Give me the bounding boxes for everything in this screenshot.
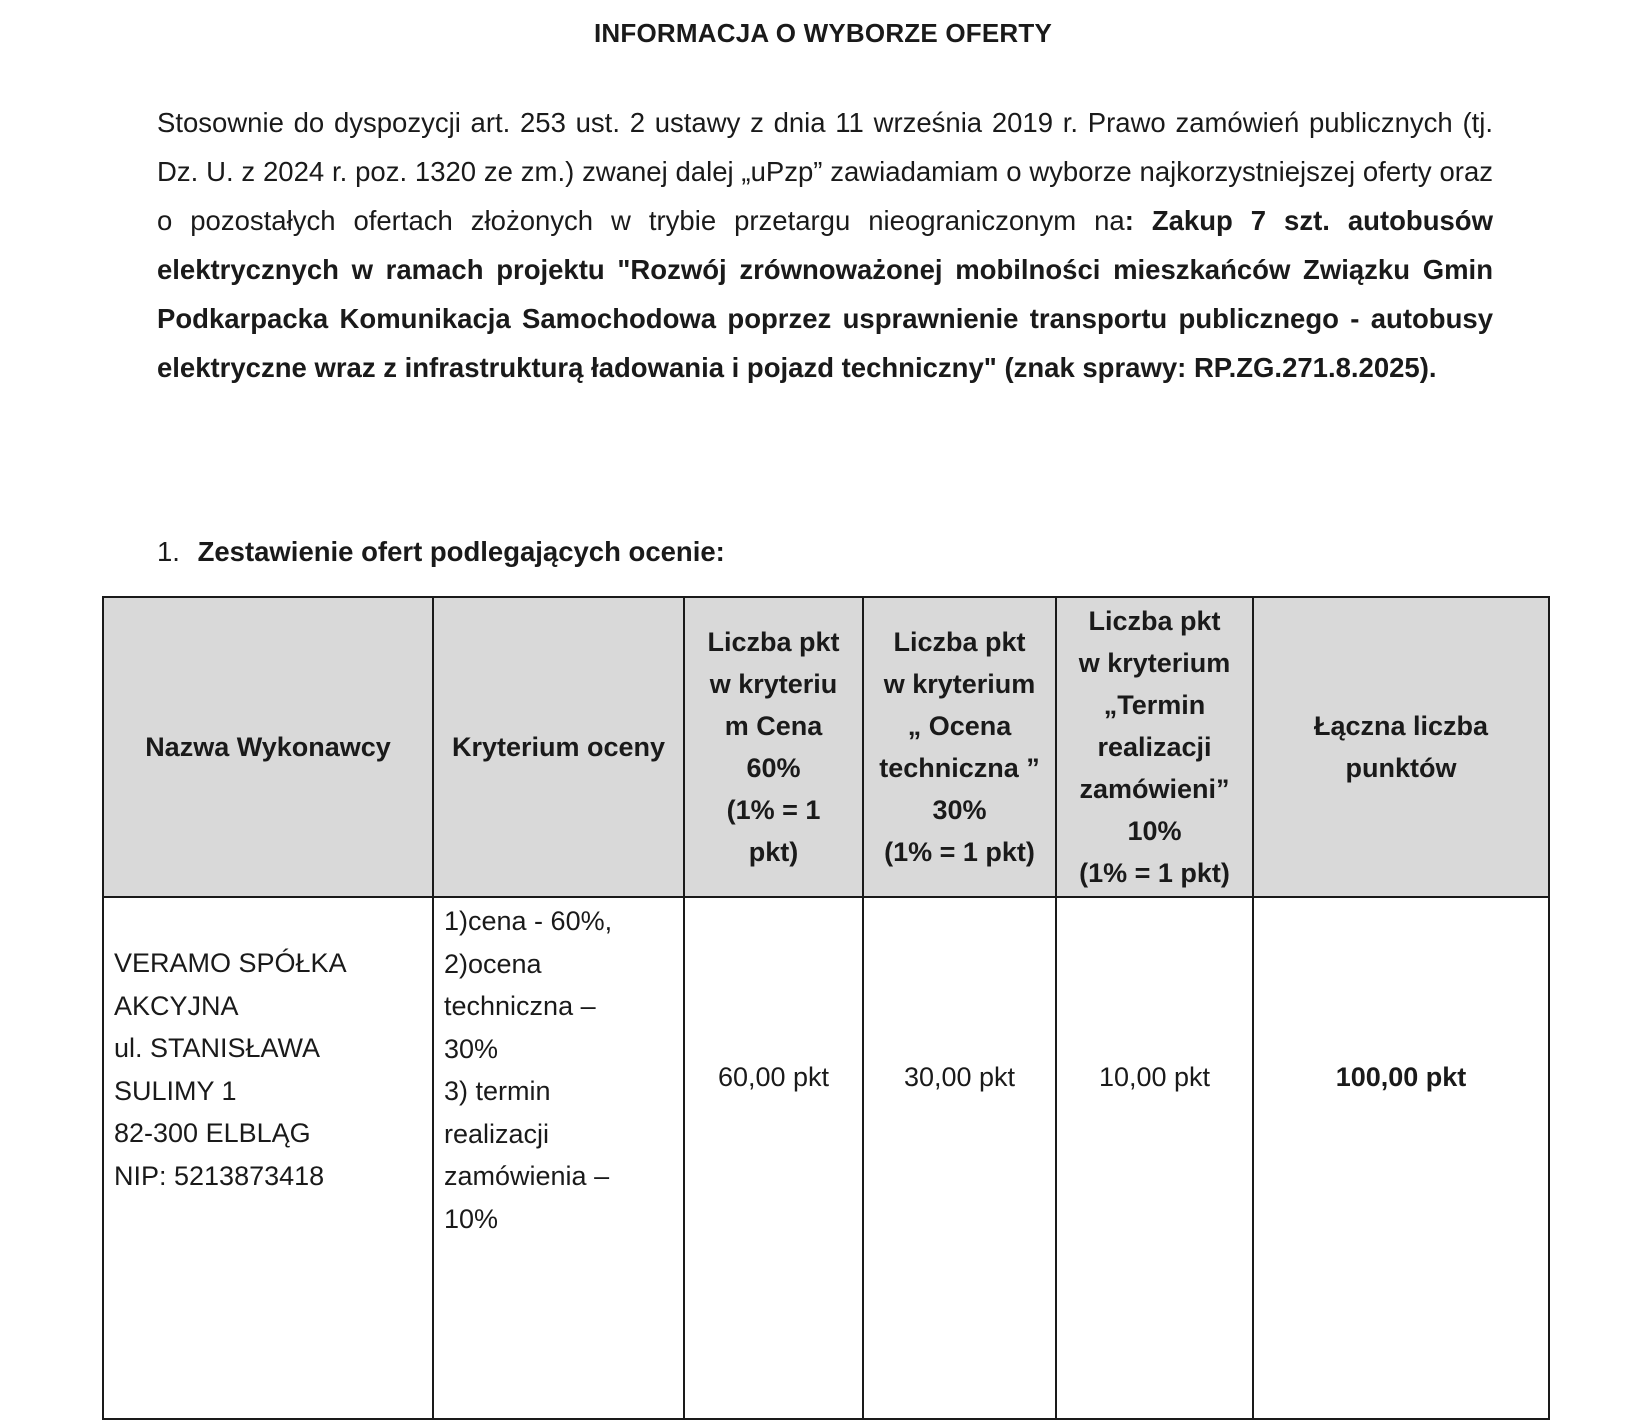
header-line: w kryteriu (709, 669, 838, 699)
document-title: INFORMACJA O WYBORZE OFERTY (594, 18, 1052, 48)
header-line: Liczba pkt (1088, 606, 1221, 636)
table-header-row (103, 597, 1549, 897)
contractor-line: AKCYJNA (114, 990, 239, 1021)
header-term-points (1056, 597, 1253, 897)
cell-technical-points: 30,00 pkt (863, 897, 1056, 1419)
criteria-line: 2)ocena (444, 948, 542, 979)
criteria-line: 1)cena - 60%, (444, 906, 613, 936)
criteria-line: 3) termin (444, 1076, 551, 1106)
header-line: m Cena (724, 711, 823, 741)
header-line: punktów (1345, 753, 1457, 783)
contractor-line: VERAMO SPÓŁKA (114, 948, 347, 978)
cell-term-points: 10,00 pkt (1056, 897, 1253, 1419)
intro-paragraph (157, 98, 1493, 392)
header-line: 30% (932, 795, 987, 825)
header-line: „Termin (1103, 690, 1206, 720)
header-technical-points (863, 597, 1056, 897)
contractor-line: NIP: 5213873418 (114, 1160, 325, 1191)
header-line: pkt) (748, 837, 799, 867)
header-line: w kryterium (883, 669, 1036, 699)
header-line: „ Ocena (907, 711, 1012, 741)
header-line: Liczba pkt (707, 627, 840, 657)
header-line: zamówieni” (1079, 774, 1230, 804)
criteria-line: 30% (444, 1033, 499, 1064)
section-number: 1. (157, 536, 180, 567)
criteria-line: realizacji (444, 1118, 550, 1149)
header-line: 10% (1127, 816, 1182, 846)
table-row (103, 897, 1549, 1419)
header-line: realizacji (1097, 732, 1212, 762)
header-line: w kryterium (1078, 648, 1231, 678)
section-heading (157, 536, 725, 568)
header-line: (1% = 1 pkt) (884, 837, 1035, 867)
offers-table (102, 596, 1550, 1420)
header-total-points (1253, 597, 1549, 897)
header-price-points (684, 597, 863, 897)
cell-criteria (433, 897, 684, 1419)
header-line: 60% (746, 753, 801, 783)
contractor-line: ul. STANISŁAWA (114, 1033, 321, 1063)
cell-contractor (103, 897, 433, 1419)
criteria-line: techniczna – (444, 991, 596, 1021)
criteria-line: 10% (444, 1203, 499, 1234)
header-line: techniczna ” (879, 753, 1040, 783)
contractor-line: SULIMY 1 (114, 1075, 237, 1106)
header-line: Liczba pkt (893, 627, 1026, 657)
header-line: (1% = 1 (726, 795, 821, 825)
intro-subject: : Zakup 7 szt. autobusów elektrycznych w ramach projektu "Rozwój zrównoważonej mobilności mieszkańców Związku Gmin Podkarpacka Komunikacja Samochodowa poprzez usprawnienie transportu publicznego - autobusy elektryczne wraz z infrastrukturą ładowania i pojazd techniczny" (znak sprawy: RP.ZG.271.8.2025). (157, 205, 1493, 383)
section-title: Zestawienie ofert podlegających ocenie: (197, 536, 725, 567)
cell-total-points: 100,00 pkt (1253, 897, 1549, 1419)
header-contractor: Nazwa Wykonawcy (103, 597, 433, 897)
header-line: Łączna liczba (1313, 711, 1489, 741)
header-criteria: Kryterium oceny (433, 597, 684, 897)
intro-text: Stosownie do dyspozycji art. 253 ust. 2 ustawy z dnia 11 września 2019 r. Prawo zamówień publicznych (tj. Dz. U. z 2024 r. poz. 1320 ze zm.) zwanej dalej „uPzp” zawiadamiam o wyborze najkorzystniejszej oferty oraz o pozostałych ofertach złożonych w trybie przetargu nieograniczonym na (157, 107, 1493, 236)
contractor-line: 82-300 ELBLĄG (114, 1118, 311, 1148)
header-line: (1% = 1 pkt) (1079, 858, 1230, 888)
cell-price-points: 60,00 pkt (684, 897, 863, 1419)
criteria-line: zamówienia – (444, 1161, 610, 1191)
